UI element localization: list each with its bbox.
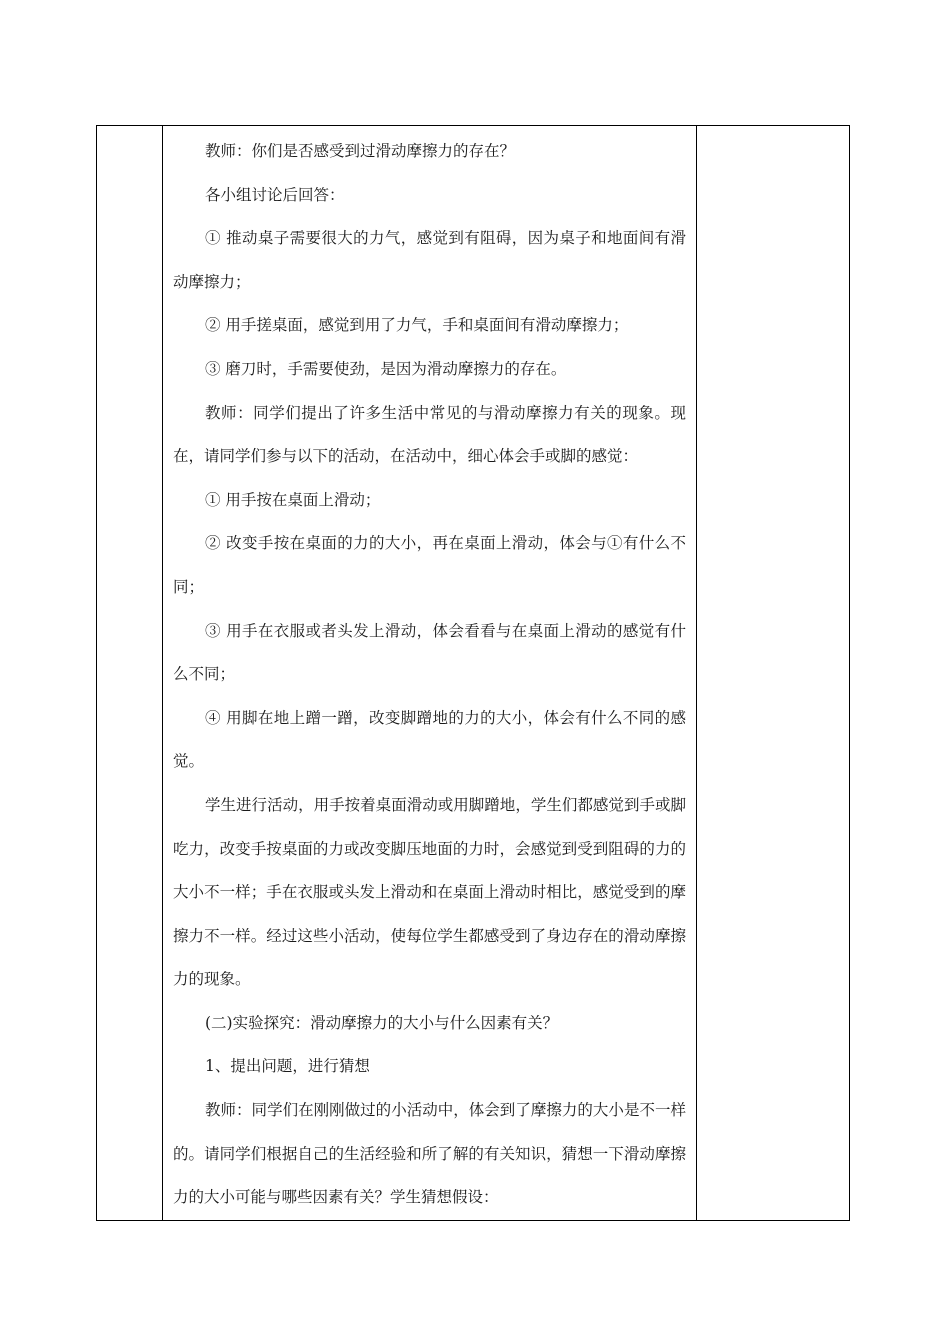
paragraph: ① 推动桌子需要很大的力气，感觉到有阻碍，因为桌子和地面间有滑动摩擦力； [173,229,686,291]
paragraph: ① 用手按在桌面上滑动； [205,490,381,509]
paragraph: (二)实验探究：滑动摩擦力的大小与什么因素有关？ [205,1013,559,1032]
paragraph: 教师：同学们提出了许多生活中常见的与滑动摩擦力有关的现象。现在，请同学们参与以下的活动，在活动中，细心体会手或脚的感觉： [173,403,686,466]
paragraph: 教师：同学们在刚刚做过的小活动中，体会到了摩擦力的大小是不一样的。请同学们根据自己的生活经验和所了解的有关知识，猜想一下滑动摩擦力的大小可能与哪些因素有关？学生猜想假设： [173,1101,686,1207]
left-column-cell [97,126,163,1221]
paragraph: 教师：你们是否感受到过滑动摩擦力的存在？ [205,142,516,160]
lesson-content [163,126,696,1220]
lesson-table [96,125,850,1221]
paragraph: ② 用手搓桌面，感觉到用了力气，手和桌面间有滑动摩擦力； [205,316,629,335]
paragraph: ③ 磨刀时，手需要使劲，是因为滑动摩擦力的存在。 [205,359,567,378]
table-row [97,126,850,1221]
paragraph: 学生进行活动，用手按着桌面滑动或用脚蹭地，学生们都感觉到手或脚吃力，改变手按桌面的力或改变脚压地面的力时，会感觉到受到阻碍的力的大小不一样；手在衣服或头发上滑动和在桌面上滑动时相比，感觉受到的摩擦力不一样。经过这些小活动，使每位学生都感受到了身边存在的滑动摩擦力的现象。 [173,795,686,989]
paragraph: ② 改变手按在桌面的力的大小，再在桌面上滑动，体会与①有什么不同； [173,534,686,596]
content-column-cell [163,126,697,1221]
paragraph: ③ 用手在衣服或者头发上滑动，体会看看与在桌面上滑动的感觉有什么不同； [173,621,686,684]
paragraph: 各小组讨论后回答： [205,185,345,204]
paragraph: ④ 用脚在地上蹭一蹭，改变脚蹭地的力的大小，体会有什么不同的感觉。 [173,708,686,771]
right-column-cell [697,126,850,1221]
paragraph: 1、提出问题，进行猜想 [205,1057,370,1076]
